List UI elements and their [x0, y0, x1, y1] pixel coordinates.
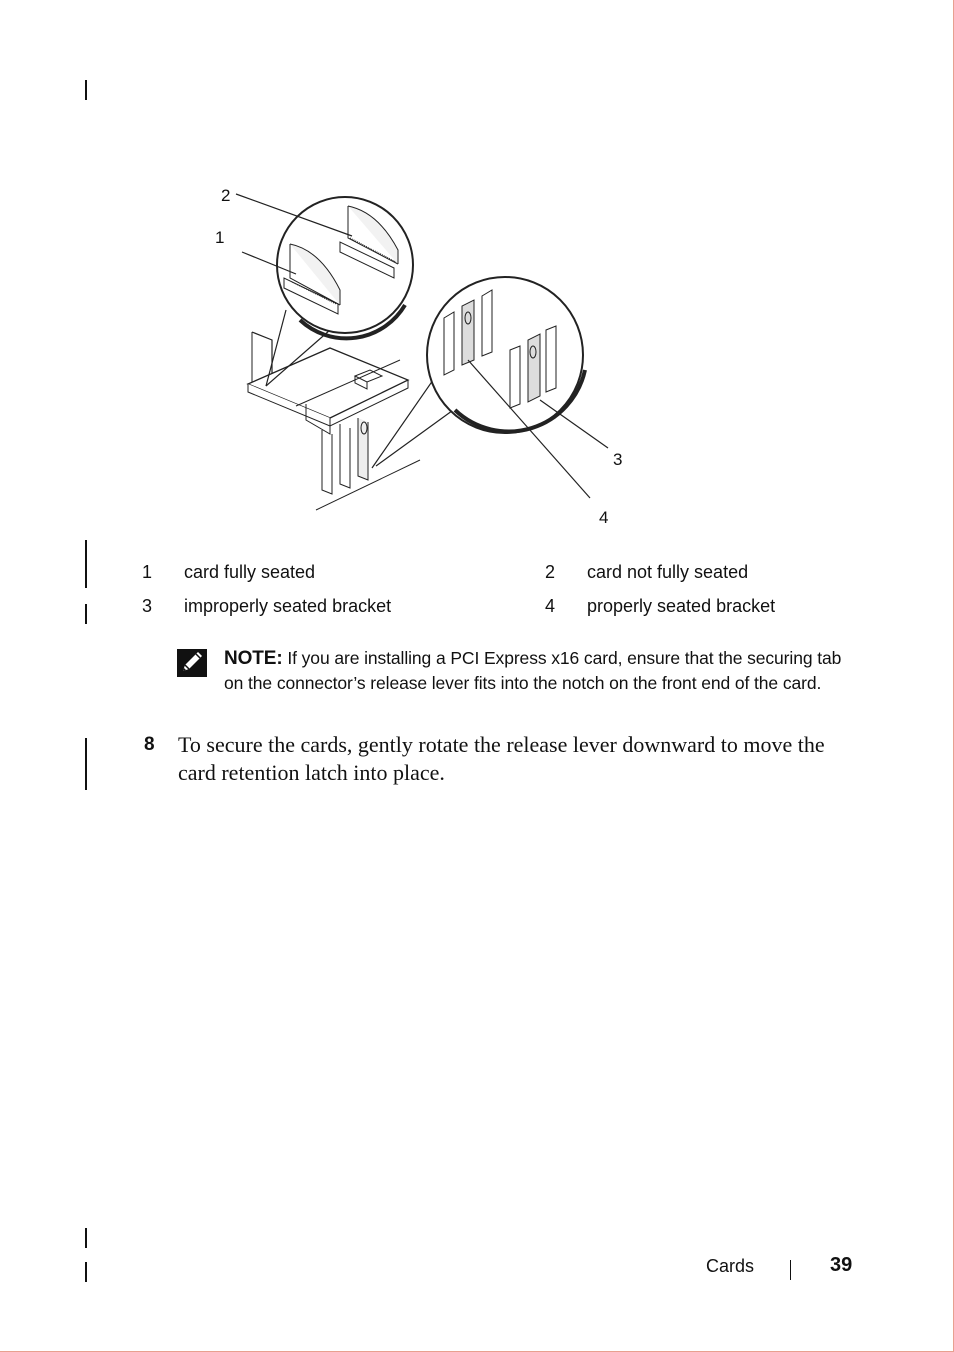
legend-number: 2: [545, 562, 556, 582]
legend-label: properly seated bracket: [587, 596, 776, 616]
footer-divider: [790, 1260, 791, 1280]
note-label: NOTE:: [224, 648, 283, 669]
legend-number: 3: [142, 596, 153, 616]
crop-mark: [85, 540, 87, 588]
footer-page-number: 39: [830, 1254, 853, 1276]
crop-mark: [85, 604, 87, 624]
legend-label: card fully seated: [184, 562, 316, 582]
step-text: To secure the cards, gently rotate the release lever downward to move the card retention latch into place.: [178, 732, 825, 785]
note-body: If you are installing a PCI Express x16 card, ensure that the securing tab on the connector’s release lever fits into the notch on the front end of the card.: [224, 648, 842, 693]
callout-label: 2: [221, 186, 231, 205]
step-number: 8: [144, 734, 155, 755]
card-seating-illustration: [200, 170, 650, 530]
legend-row: [140, 562, 840, 596]
legend-row: [140, 596, 840, 630]
crop-mark: [85, 80, 87, 100]
note-text: [224, 646, 856, 696]
pencil-note-icon: [176, 648, 208, 678]
footer-section-title: Cards: [706, 1256, 755, 1276]
legend-label: improperly seated bracket: [184, 596, 392, 616]
legend-number: 1: [142, 562, 153, 582]
callout-label: 4: [599, 508, 609, 527]
legend-label: card not fully seated: [587, 562, 749, 582]
callout-label: 3: [613, 450, 623, 469]
crop-mark: [85, 1262, 87, 1282]
figure-legend: [140, 562, 840, 630]
callout-label: 1: [215, 228, 225, 247]
crop-mark: [85, 738, 87, 790]
crop-mark: [85, 1228, 87, 1248]
legend-number: 4: [545, 596, 556, 616]
